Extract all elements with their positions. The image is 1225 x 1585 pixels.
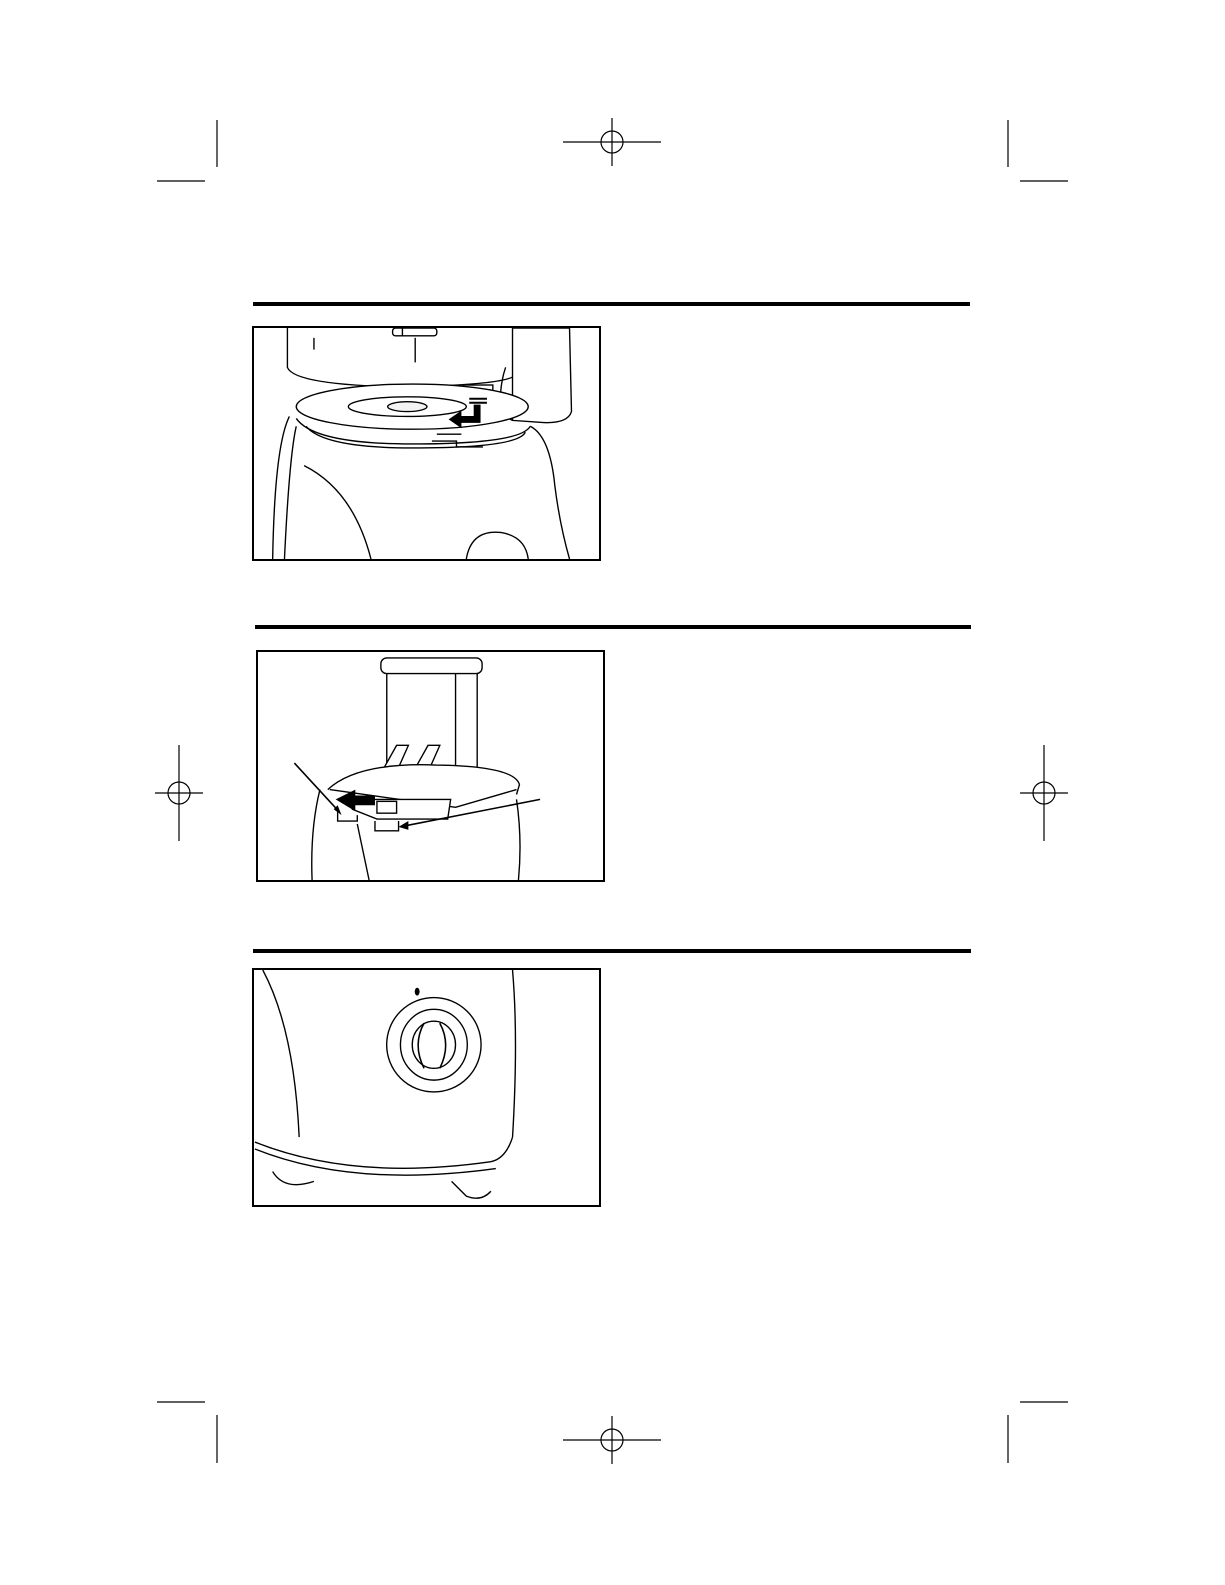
section-rule-3 [253, 949, 971, 953]
registration-target-top [563, 118, 661, 166]
bowl-twist-lock-illustration [254, 328, 599, 559]
figure-lid-latch [256, 650, 605, 882]
section-rule-1 [253, 302, 970, 306]
section-rule-2 [255, 625, 971, 629]
registration-target-bottom [563, 1416, 661, 1464]
control-knob-illustration [254, 970, 599, 1205]
figure-bowl-twist-lock [252, 326, 601, 561]
registration-target-left [155, 745, 203, 841]
figure-control-knob [252, 968, 601, 1207]
lid-latch-illustration [258, 652, 603, 880]
registration-target-right [1020, 745, 1068, 841]
